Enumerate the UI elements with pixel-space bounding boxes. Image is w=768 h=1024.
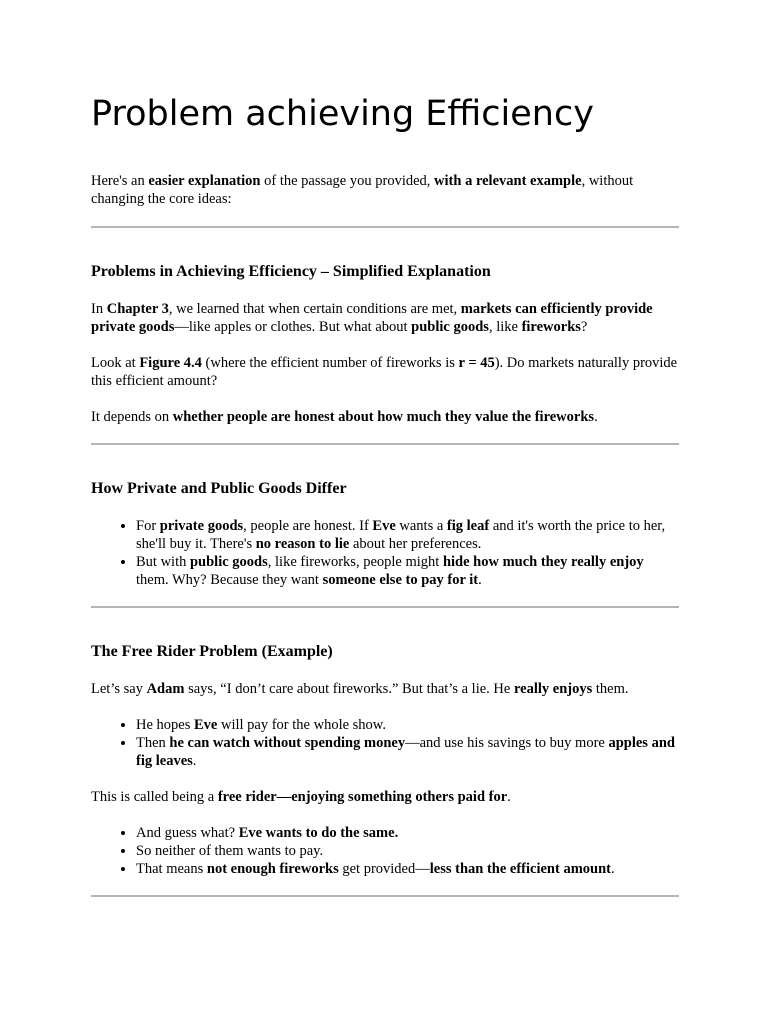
bold: public goods xyxy=(189,554,268,570)
text: For xyxy=(136,518,160,534)
paragraph-free-rider xyxy=(91,788,679,806)
paragraph-chapter3 xyxy=(91,300,679,336)
text: But with xyxy=(136,554,190,570)
list-item xyxy=(136,553,679,589)
divider-4 xyxy=(91,895,679,897)
bold: Eve xyxy=(194,717,218,733)
text: . xyxy=(478,572,482,588)
text: them. Why? Because they want xyxy=(136,572,323,588)
bold-markets: markets can efficiently provide private goods xyxy=(91,301,653,335)
text: (where the efficient number of fireworks is xyxy=(201,355,459,371)
text: . xyxy=(594,409,598,425)
text: That means xyxy=(136,861,207,877)
text: about her preferences. xyxy=(349,536,482,552)
text: , we learned that when certain conditions are met, xyxy=(168,301,461,317)
text: wants a xyxy=(395,518,447,534)
text: will pay for the whole show. xyxy=(217,717,386,733)
divider-3 xyxy=(91,606,679,608)
section-heading-free-rider: The Free Rider Problem (Example) xyxy=(91,643,333,660)
section-goods-differ xyxy=(91,479,679,607)
text: get provided— xyxy=(338,861,430,877)
page-title: Problem achieving Efficiency xyxy=(91,94,594,134)
intro-text-1: Here's an xyxy=(91,173,149,189)
bold-chapter3: Chapter 3 xyxy=(106,301,169,317)
section-free-rider xyxy=(91,642,679,896)
list-adam xyxy=(91,716,679,770)
intro-text-2: of the passage you provided, xyxy=(260,173,435,189)
text: , like xyxy=(488,319,522,335)
text: He hopes xyxy=(136,717,194,733)
text: —like apples or clothes. But what about xyxy=(174,319,412,335)
text: Let’s say xyxy=(91,681,147,697)
list-eve xyxy=(91,824,679,878)
text: . xyxy=(192,753,197,769)
bold-public-goods: public goods xyxy=(411,319,489,335)
bold-free-rider: free rider xyxy=(217,789,277,805)
text: them. xyxy=(592,681,629,697)
bold: Eve wants to do the same. xyxy=(238,825,399,841)
bold-fireworks: fireworks xyxy=(521,319,581,335)
section-heading-efficiency: Problems in Achieving Efficiency – Simplified Explanation xyxy=(91,263,491,280)
section-efficiency xyxy=(91,262,679,444)
intro-bold-2: with a relevant example xyxy=(434,173,582,189)
bold: less than the efficient amount xyxy=(429,861,611,877)
text: In xyxy=(91,301,107,317)
text: —and use his savings to buy more xyxy=(405,735,609,751)
text: Look at xyxy=(91,355,140,371)
intro-text-3: , without changing the core ideas: xyxy=(91,173,634,207)
text: ? xyxy=(580,319,588,335)
text: So neither of them wants to pay. xyxy=(136,843,324,859)
bold: not enough fireworks xyxy=(206,861,339,877)
divider-2 xyxy=(91,443,679,445)
text: And guess what? xyxy=(136,825,239,841)
paragraph-depends xyxy=(91,408,679,426)
paragraph-adam xyxy=(91,680,679,698)
bold: he can watch without spending money xyxy=(169,735,406,751)
bold: Eve xyxy=(372,518,396,534)
bold: no reason to lie xyxy=(255,536,350,552)
text: ). Do markets naturally provide this efficient amount? xyxy=(91,355,678,389)
text: . xyxy=(611,861,615,877)
text: , like fireworks, people might xyxy=(267,554,443,570)
bold: apples and fig leaves xyxy=(136,735,675,769)
list-goods-differ xyxy=(91,517,679,589)
list-item xyxy=(136,824,679,842)
list-item xyxy=(136,734,679,770)
bold: someone else to pay for it xyxy=(322,572,479,588)
intro-bold-1: easier explanation xyxy=(148,173,261,189)
text: , people are honest. If xyxy=(243,518,373,534)
paragraph-figure xyxy=(91,354,679,390)
text: . xyxy=(507,789,511,805)
bold-honest: whether people are honest about how much they value the fireworks xyxy=(172,409,595,425)
bold-figure: Figure 4.4 xyxy=(139,355,202,371)
list-item xyxy=(136,716,679,734)
bold: fig leaf xyxy=(446,518,490,534)
text: It depends on xyxy=(91,409,173,425)
bold: private goods xyxy=(159,518,244,534)
bold: hide how much they really enjoy xyxy=(442,554,644,570)
list-item xyxy=(136,517,679,553)
text: and it's worth the price to her, she'll buy it. There's xyxy=(136,518,666,552)
intro-paragraph xyxy=(91,172,679,208)
text: This is called being a xyxy=(91,789,218,805)
list-item xyxy=(136,860,679,878)
bold-really-enjoys: really enjoys xyxy=(513,681,593,697)
text: Then xyxy=(136,735,170,751)
divider-1 xyxy=(91,226,679,228)
list-item xyxy=(136,842,679,860)
bold-r-value: r = 45 xyxy=(458,355,495,371)
section-heading-goods-differ: How Private and Public Goods Differ xyxy=(91,480,347,497)
text: says, “I don’t care about fireworks.” But that’s a lie. He xyxy=(184,681,514,697)
bold-adam: Adam xyxy=(146,681,185,697)
bold-enjoying: —enjoying something others paid for xyxy=(276,789,508,805)
